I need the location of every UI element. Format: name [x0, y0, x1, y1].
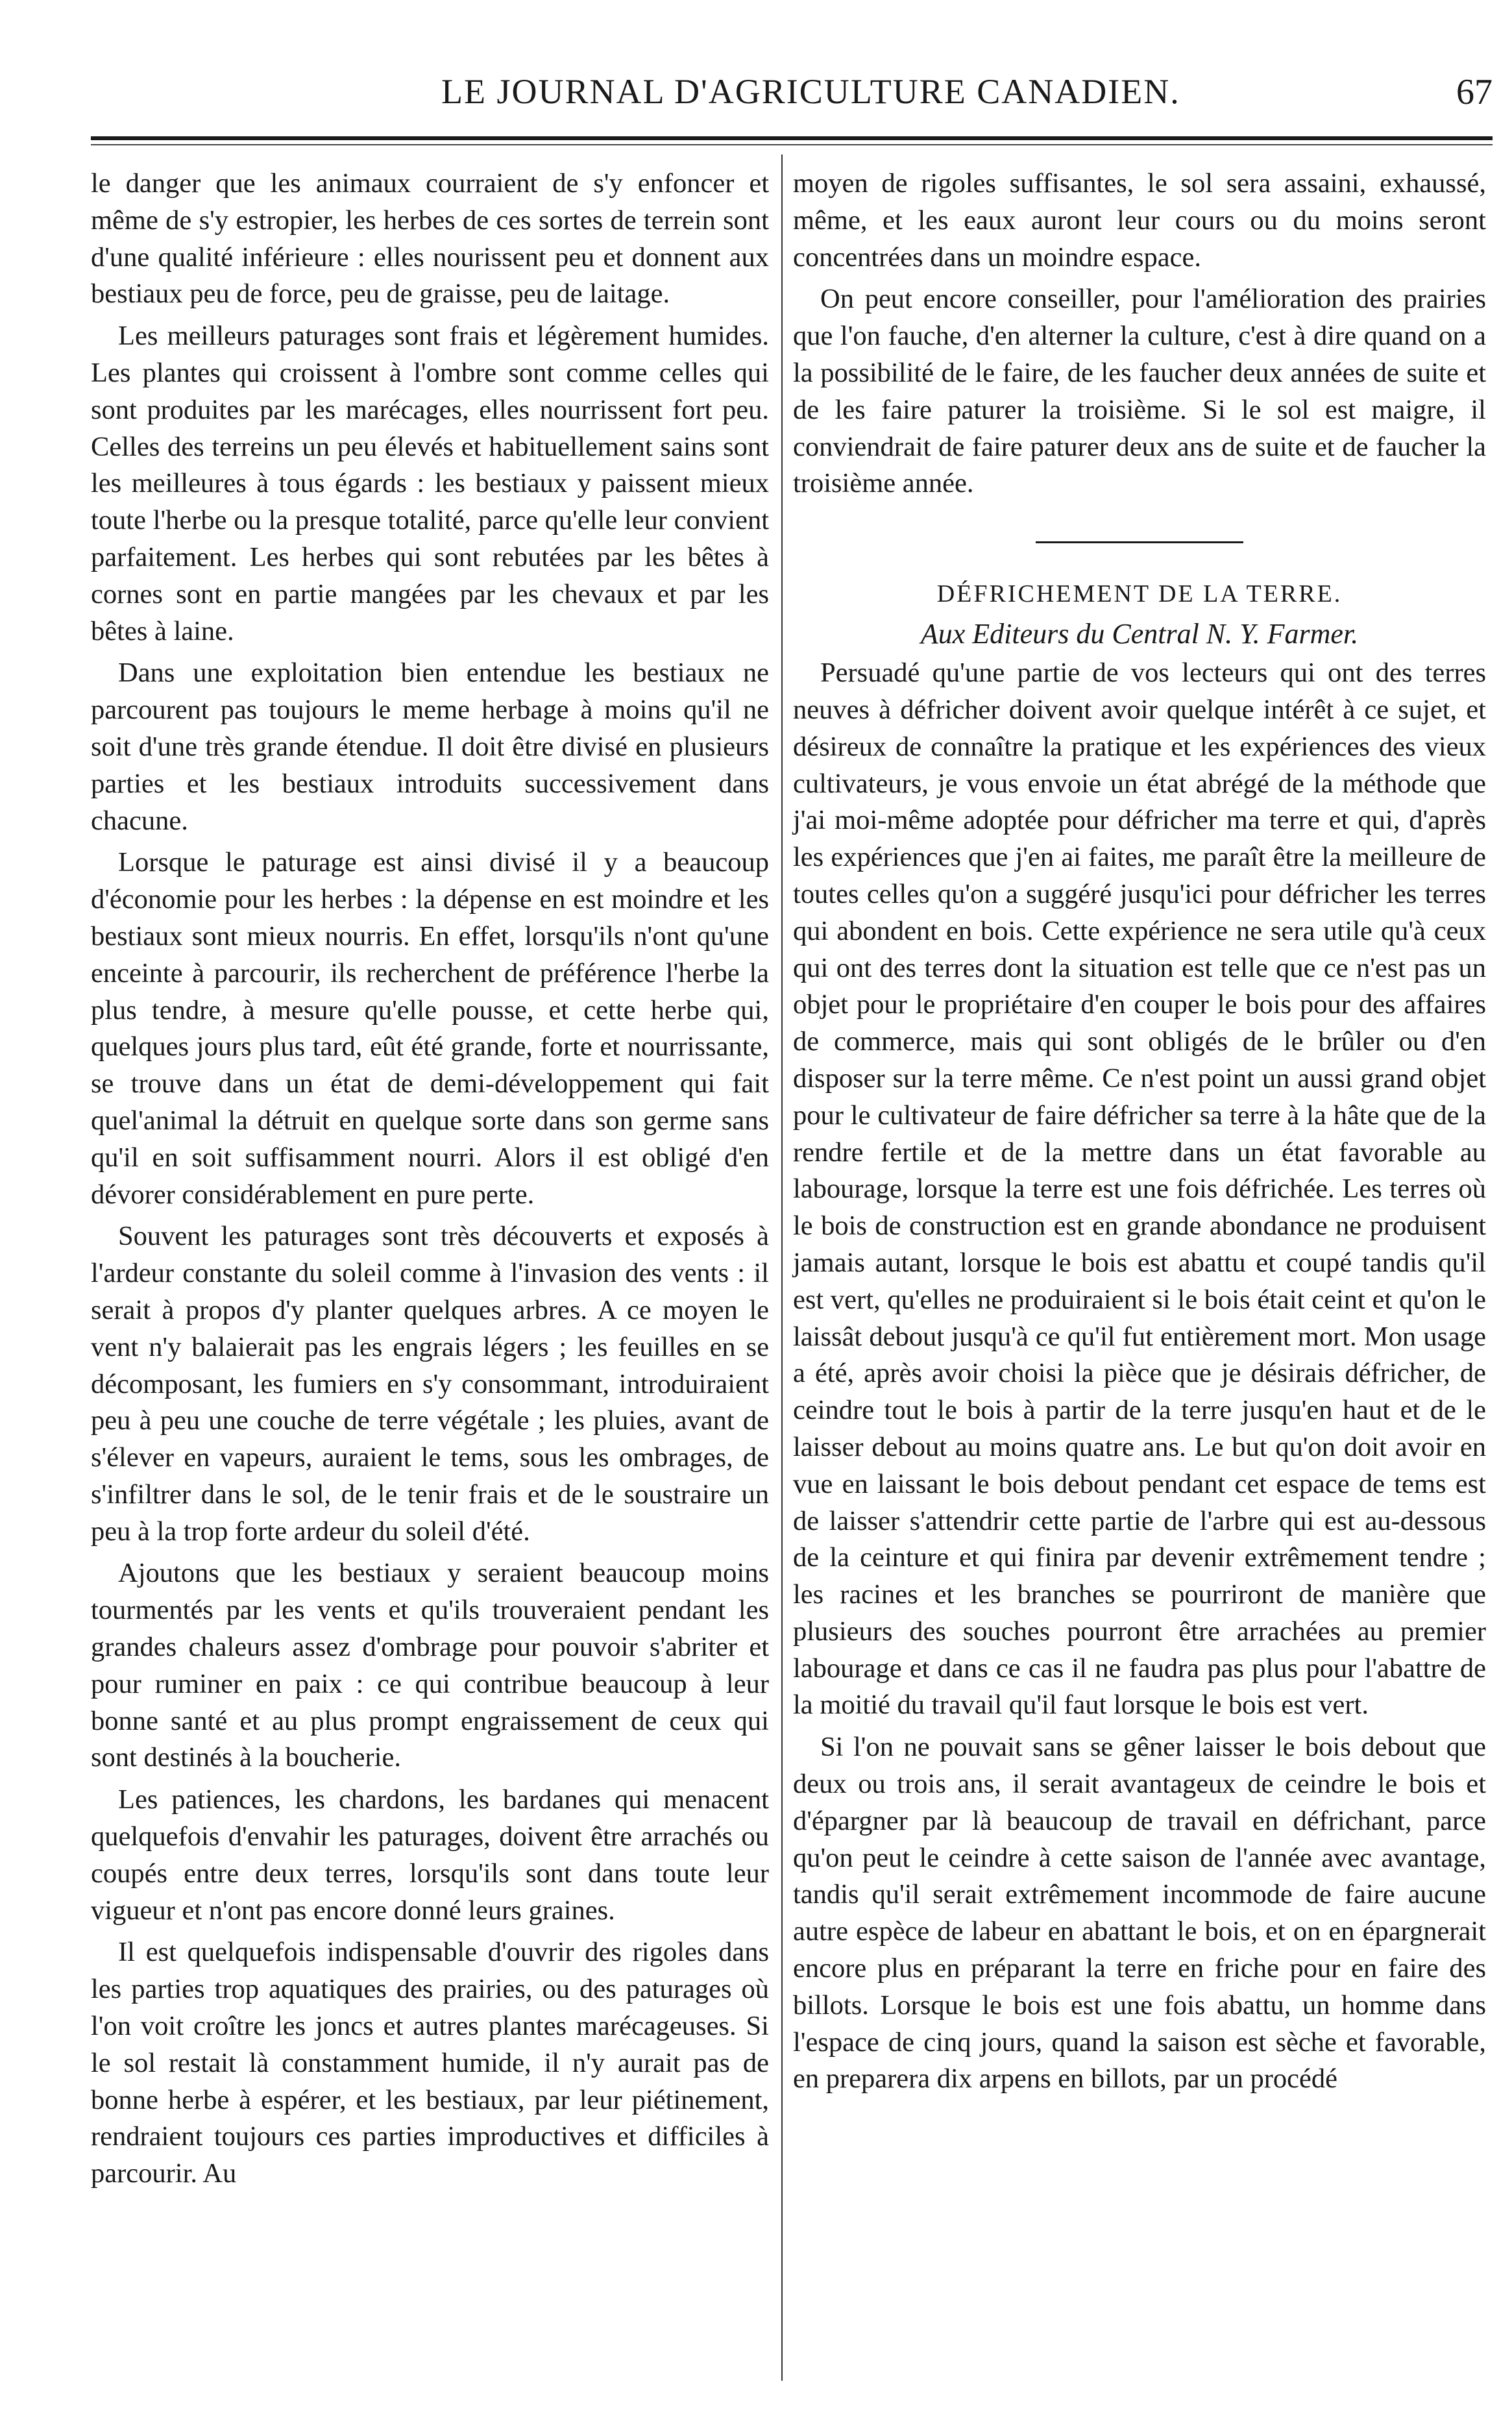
right-paragraph: On peut encore conseiller, pour l'amélioration des prairies que l'on fauche, d'en alterner la culture, c'est à dire quand on a la possibilité de le faire, de les faucher deux années de suite et de les faire paturer la troisième. Si le sol est maigre, il conviendrait de faire paturer deux ans de suite et de faucher la troisième année. [793, 284, 1486, 499]
column-divider [781, 154, 783, 2381]
left-paragraph: Dans une exploitation bien entendue les bestiaux ne parcourent pas toujours le meme herbage à moins qu'il ne soit d'une très grande étendue. Il doit être divisé en plusieurs parties et les bestiaux introduits successivement dans chacune. [91, 657, 769, 836]
page-header [91, 65, 1493, 117]
section-title: DÉFRICHEMENT DE LA TERRE. [936, 580, 1343, 608]
right-paragraph: Persuadé qu'une partie de vos lecteurs qui ont des terres neuves à défricher doivent avoir quelque intérêt à ce sujet, et désireux de connaître la pratique et les expériences des vieux cultivateurs, je vous envoie un état abrégé de la méthode que j'ai moi-même adoptée pour défricher ma terre et qui, d'après les expériences que j'en ai faites, me paraît être la meilleure de toutes celles qu'on a suggéré jusqu'ici pour défricher les terres qui abondent en bois. Cette expérience ne sera utile qu'à ceux qui ont des terres dont la situation est telle que ce n'est pas un objet pour le propriétaire d'en couper le bois pour des affaires de commerce, mais qui sont obligés de le brûler ou d'en disposer sur la terre même. Ce n'est point un aussi grand objet pour le cultivateur de faire défricher sa terre à la hâte que de la rendre fertile et de la mettre dans un état favorable au labourage, lorsque la terre est une fois défrichée. Les terres où le bois de construction est en grande abondance ne produisent jamais autant, lorsque le bois est abattu et coupé tandis qu'il est vert, qu'elles ne produiraient si le bois était ceint et qu'on le laissât debout jusqu'à ce qu'il fut entièrement mort. Mon usage a été, après avoir choisi la pièce que je désirais défricher, de ceindre tout le bois à partir de la terre jusqu'en haut et de le laisser debout au moins quatre ans. Le but qu'on doit avoir en vue en laissant le bois debout pendant cet espace de tems est de laisser s'attendrir cette partie de l'arbre qui est au-dessous de la ceinture et qui finira par devenir extrêmement tendre ; les racines et les branches se pourriront de manière que plusieurs des souches pourront être arrachées au premier labourage et dans ce cas il ne faudra pas plus pour l'abattre de la moitié du travail qu'il faut lorsque le bois est vert. [793, 657, 1486, 1721]
left-paragraph: Ajoutons que les bestiaux y seraient beaucoup moins tourmentés par les vents et qu'ils trouveraient pendant les grandes chaleurs assez d'ombrage pour pouvoir s'abriter et pour ruminer en paix : ce qui contribue beaucoup à leur bonne santé et au plus prompt engraissement de ceux qui sont destinés à la boucherie. [91, 1558, 769, 1773]
section-subtitle: Aux Editeurs du Central N. Y. Farmer. [920, 618, 1359, 650]
page-number: 67 [1456, 72, 1493, 112]
left-paragraph: Les patiences, les chardons, les bardanes qui menacent quelquefois d'envahir les paturages, doivent être arrachés ou coupés entre deux terres, lorsqu'ils sont dans toute leur vigueur et n'ont pas encore donné leurs graines. [91, 1784, 769, 1926]
left-paragraph: Il est quelquefois indispensable d'ouvrir des rigoles dans les parties trop aquatiques des prairies, ou des paturages où l'on voit croître les joncs et autres plantes marécageuses. Si le sol restait là constamment humide, il n'y aurait pas de bonne herbe à espérer, et les bestiaux, par leur piétinement, rendraient toujours ces parties improductives et difficiles à parcourir. Au [91, 1937, 769, 2189]
right-paragraph: Si l'on ne pouvait sans se gêner laisser le bois debout que deux ou trois ans, il serait avantageux de ceindre le bois et d'épargner par là beaucoup de travail en défrichant, parce qu'on peut le ceindre à cette saison de l'année avec avantage, tandis qu'il serait extrêmement incommode de faire aucune autre espèce de labeur en abattant le bois, et on en épargnerait encore plus en préparant la terre en friche pour en faire des billots. Lorsque le bois est une fois abattu, un homme dans l'espace de cinq jours, quand la saison est sèche et favorable, en preparera dix arpens en billots, par un procédé [793, 1732, 1486, 2095]
left-paragraph: le danger que les animaux courraient de s'y enfoncer et même de s'y estropier, les herbes de ces sortes de terrein sont d'une qualité inférieure : elles nourissent peu et donnent aux bestiaux peu de force, peu de graisse, peu de laitage. [91, 168, 769, 310]
right-paragraph: moyen de rigoles suffisantes, le sol sera assaini, exhaussé, même, et les eaux auront leur cours ou du moins seront concentrées dans un moindre espace. [793, 168, 1486, 273]
left-column [91, 166, 769, 2198]
running-title: LE JOURNAL D'AGRICULTURE CANADIEN. [441, 72, 1180, 111]
left-paragraph: Les meilleurs paturages sont frais et légèrement humides. Les plantes qui croissent à l'ombre sont comme celles qui sont produites par les marécages, elles nourrissent fort peu. Celles des terreins un peu élevés et habituellement sains sont les meilleures à tous égards : les bestiaux y paissent mieux toute l'herbe ou la presque totalité, parce qu'elle leur convient parfaitement. Les herbes qui sont rebutées par les bêtes à cornes sont en partie mangées par les chevaux et par les bêtes à laine. [91, 321, 769, 646]
header-rule-thin [91, 144, 1493, 145]
right-column [793, 166, 1486, 2103]
header-rule [91, 136, 1493, 140]
left-paragraph: Lorsque le paturage est ainsi divisé il y a beaucoup d'économie pour les herbes : la dépense en est moindre et les bestiaux sont mieux nourris. En effet, lorsqu'ils n'ont qu'une enceinte à parcourir, ils recherchent de préférence l'herbe la plus tendre, à mesure qu'elle pousse, et cette herbe qui, quelques jours plus tard, eût été grande, forte et nourrissante, se trouve dans un état de demi-développement qui fait quel'animal la détruit en quelque sorte dans son germe sans qu'il en soit suffisamment nourri. Alors il est obligé d'en dévorer considérablement en pure perte. [91, 847, 769, 1210]
section-divider-rule [1036, 541, 1243, 543]
left-paragraph: Souvent les paturages sont très découverts et exposés à l'ardeur constante du soleil comme à l'invasion des vents : il serait à propos d'y planter quelques arbres. A ce moyen le vent n'y balaierait pas les engrais légers ; les feuilles en se décomposant, les fumiers en s'y consommant, introduiraient peu à peu une couche de terre végétale ; les pluies, avant de s'élever en vapeurs, auraient le tems, sous les ombrages, de s'infiltrer dans le sol, de le tenir frais et de le soustraire un peu à la trop forte ardeur du soleil d'été. [91, 1221, 769, 1547]
